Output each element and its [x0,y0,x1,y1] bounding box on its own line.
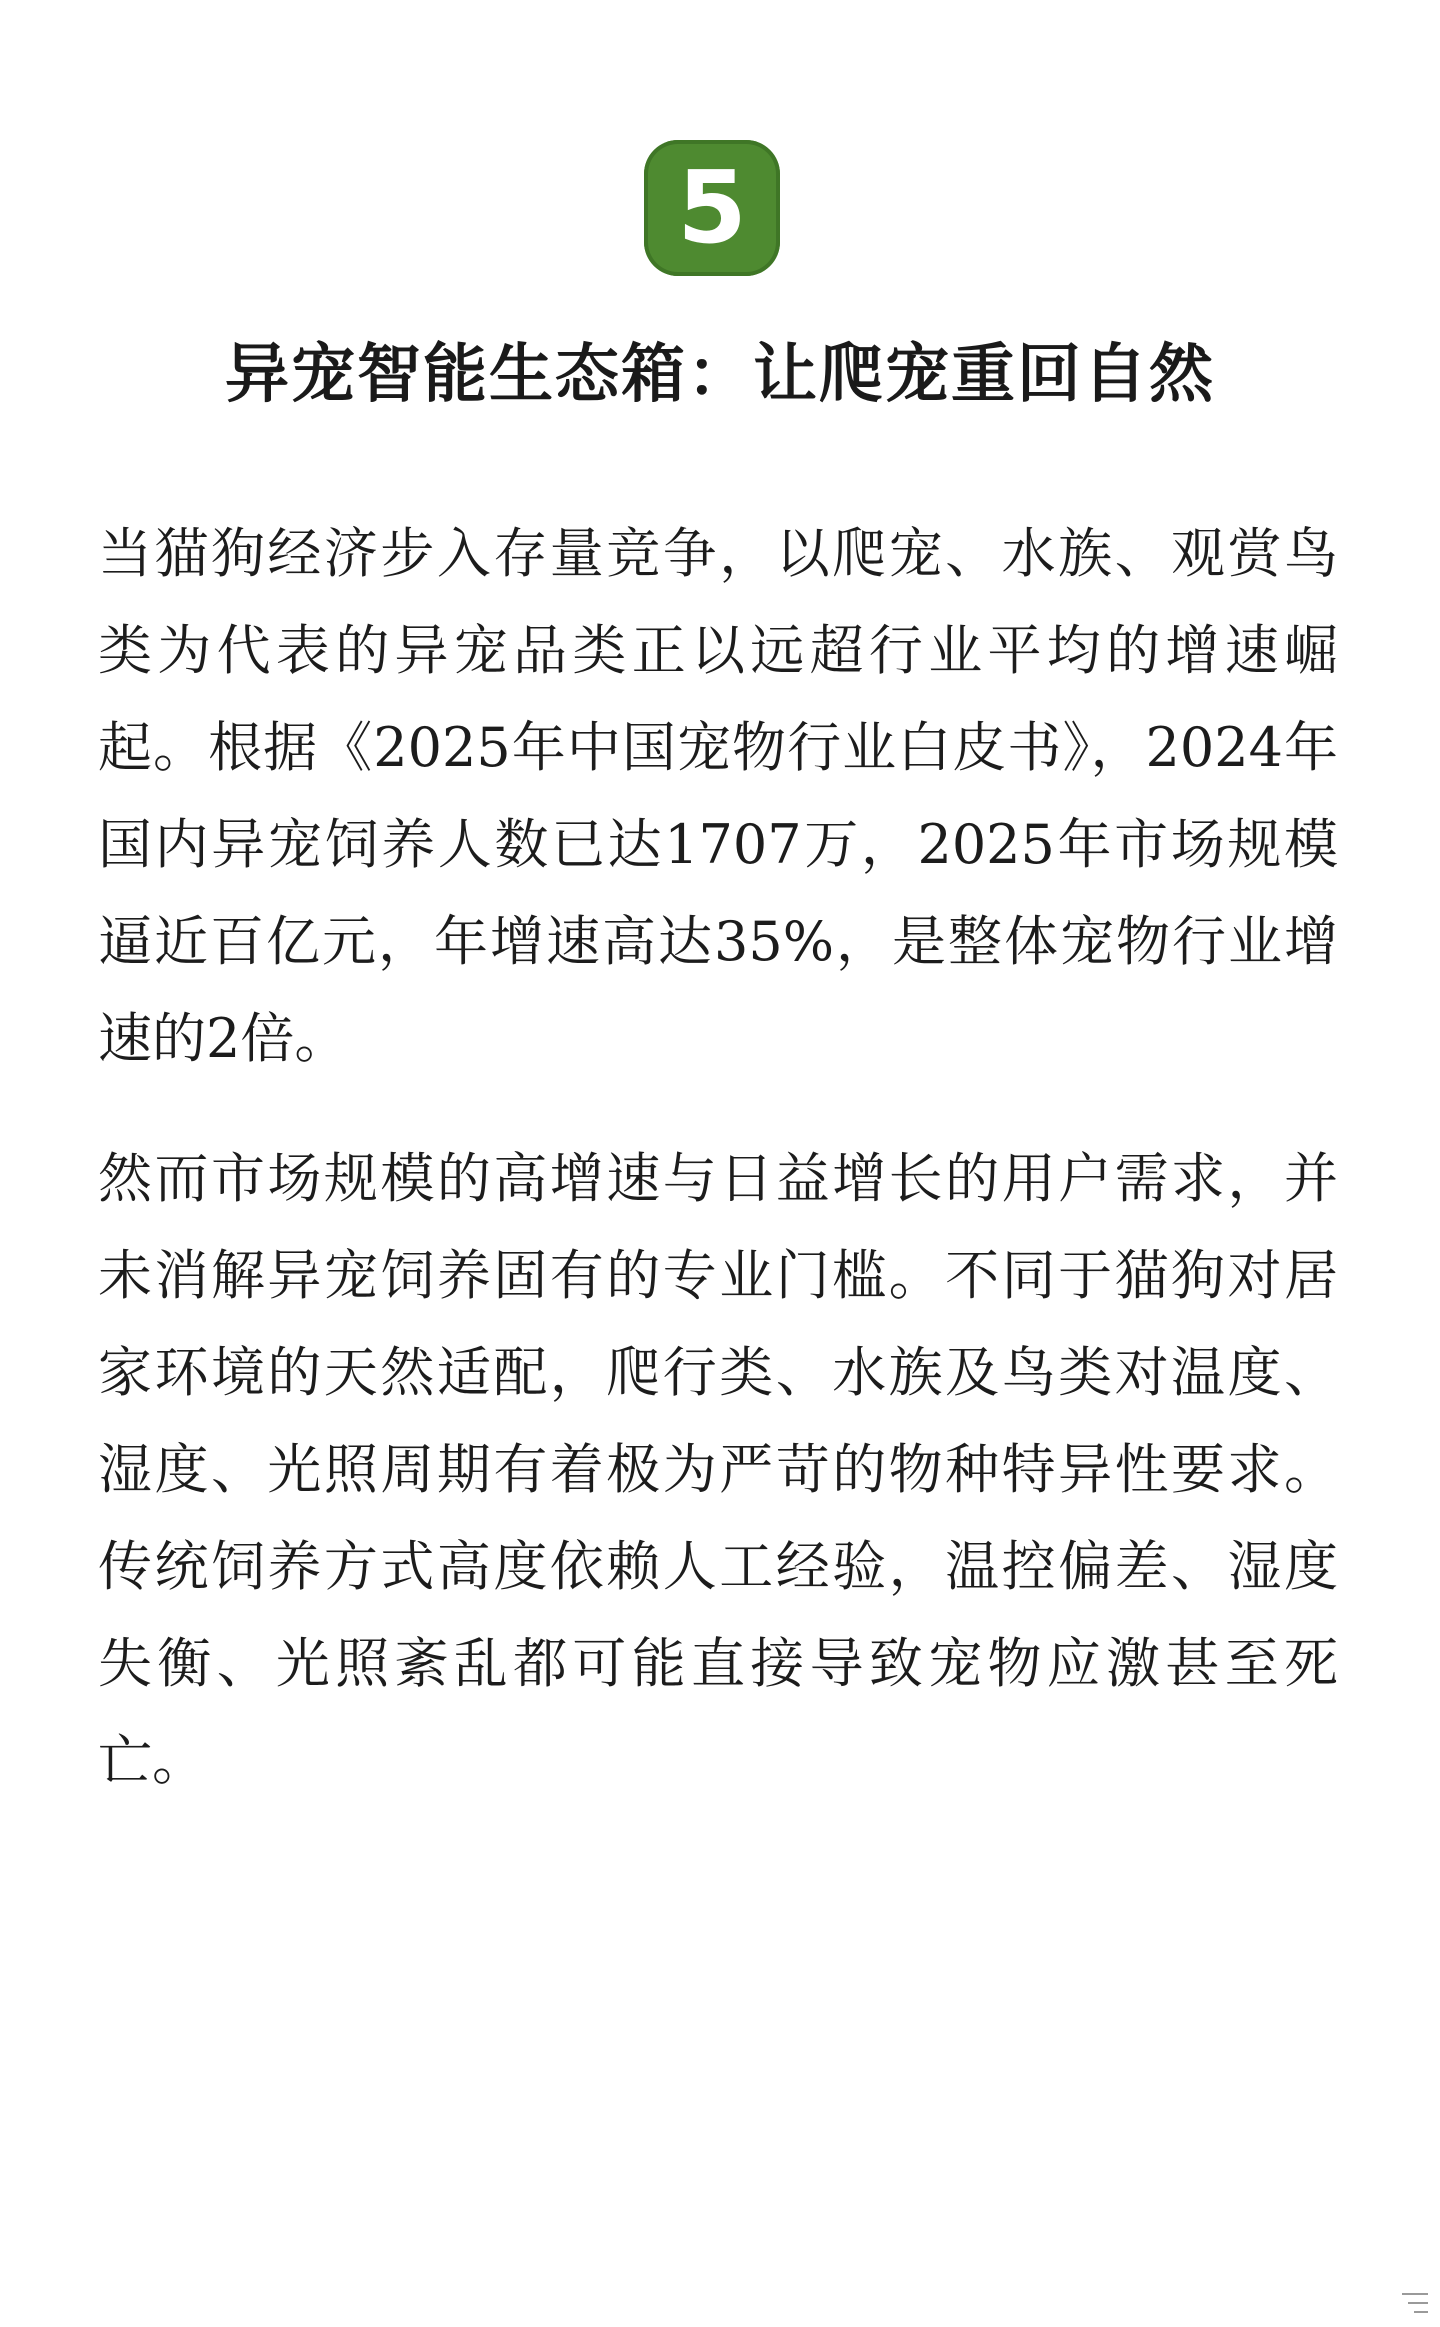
paragraph-care-threshold: 然而市场规模的高增速与日益增长的用户需求，并未消解异宠饲养固有的专业门槛。不同于猫狗对居家环境的天然适配，爬行类、水族及鸟类对温度、湿度、光照周期有着极为严苛的物种特异性要求。传统饲养方式高度依赖人工经验，温控偏差、湿度失衡、光照紊乱都可能直接导致宠物应激甚至死亡。 [98,1147,1338,1792]
menu-lines-icon [1402,2293,1428,2313]
paragraph-market-growth: 当猫狗经济步入存量竞争，以爬宠、水族、观赏鸟类为代表的异宠品类正以远超行业平均的增速崛起。根据《2025年中国宠物行业白皮书》，2024年国内异宠饲养人数已达1707万，2025年市场规模逼近百亿元，年增速高达35%，是整体宠物行业增速的2倍。 [98,522,1338,1070]
section-title: 异宠智能生态箱：让爬宠重回自然 [225,338,1215,412]
section-number-badge [644,140,780,276]
section-number: 5 [677,149,747,266]
